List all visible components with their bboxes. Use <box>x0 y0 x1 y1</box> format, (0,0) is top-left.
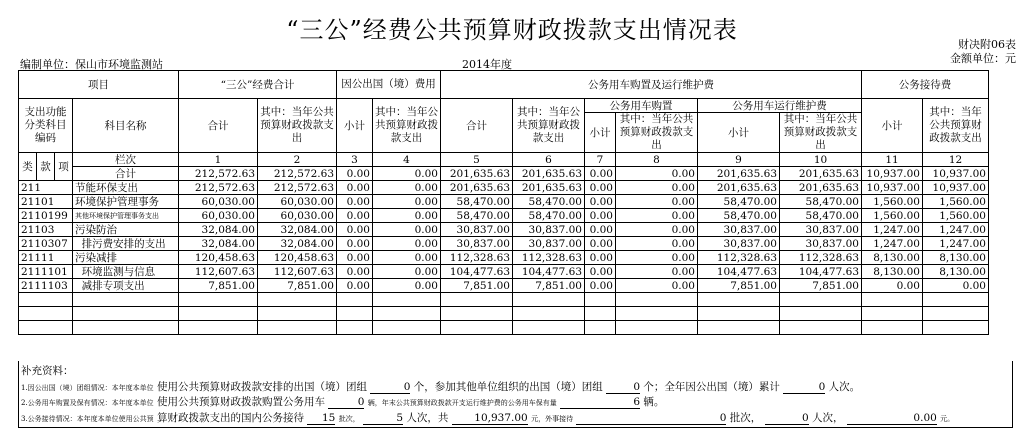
col-num: 6 <box>513 153 585 167</box>
row-cell: 7,851.00 <box>441 279 513 293</box>
row-cell: 0.00 <box>373 251 441 265</box>
blank-cell <box>698 293 780 307</box>
header-func-code: 支出功能分类科目编码 <box>19 99 73 153</box>
blank-cell <box>923 307 989 321</box>
row-cell: 0.00 <box>616 195 698 209</box>
blank-cell <box>585 321 616 335</box>
total-cell: 10,937.00 <box>862 167 923 181</box>
row-cell: 60,030.00 <box>179 209 258 223</box>
row-cell: 8,130.00 <box>923 265 989 279</box>
line2-text-b: 辆，年末公共预算财政拨款开支运行维护费的公务用车保有量 <box>367 399 557 407</box>
header-xiang: 项 <box>55 153 73 181</box>
col-num: 10 <box>780 153 862 167</box>
row-cell: 0.00 <box>373 223 441 237</box>
row-cell: 30,837.00 <box>698 237 780 251</box>
header-sangong-total: “三公”经费合计 <box>179 71 337 99</box>
col-num: 2 <box>258 153 337 167</box>
header-lei: 类 <box>19 153 37 181</box>
header-vehicle-buy: 公务用车购置 <box>585 99 698 113</box>
line3-count-b: 5 <box>363 412 403 425</box>
col-num: 5 <box>441 153 513 167</box>
row-cell: 30,837.00 <box>513 223 585 237</box>
blank-cell <box>513 307 585 321</box>
row-cell: 10,937.00 <box>862 181 923 195</box>
row-cell: 8,130.00 <box>923 251 989 265</box>
col-num: 12 <box>923 153 989 167</box>
header-kuan: 款 <box>37 153 55 181</box>
row-cell: 0.00 <box>585 181 616 195</box>
row-cell: 30,837.00 <box>441 237 513 251</box>
row-cell: 58,470.00 <box>780 209 862 223</box>
header-vehicle-run: 公务用车运行维护费 <box>698 99 862 113</box>
blank-cell <box>780 307 862 321</box>
blank-cell <box>616 293 698 307</box>
row-cell: 58,470.00 <box>441 209 513 223</box>
row-cell: 30,837.00 <box>780 223 862 237</box>
row-cell: 0.00 <box>923 279 989 293</box>
row-cell: 58,470.00 <box>513 209 585 223</box>
row-cell: 112,328.63 <box>698 251 780 265</box>
line3-unit-e: 人次， <box>811 412 844 424</box>
header-total-1: 合计 <box>179 99 258 153</box>
row-cell: 1,247.00 <box>862 237 923 251</box>
blank-cell <box>441 293 513 307</box>
line3-unit-c: 元，外事接待 <box>531 415 574 423</box>
line3-unit-a: 批次， <box>338 415 360 423</box>
line1-text-a: 使用公共预算财政拨款安排的出国（境）团组 <box>157 381 368 393</box>
table-row <box>19 195 989 209</box>
header-of-which-12: 其中：当年公共预算财政拨款支出 <box>923 99 989 153</box>
form-number: 财决附06表 <box>958 38 1016 51</box>
row-cell: 0.00 <box>337 195 373 209</box>
row-cell: 0.00 <box>616 181 698 195</box>
row-cell: 7,851.00 <box>780 279 862 293</box>
blank-cell <box>441 321 513 335</box>
header-abroad: 因公出国（境）费用 <box>337 71 441 99</box>
row-cell: 112,328.63 <box>780 251 862 265</box>
header-project: 项目 <box>19 71 179 99</box>
row-cell: 0.00 <box>337 265 373 279</box>
row-cell: 0.00 <box>337 223 373 237</box>
row-cell: 0.00 <box>337 181 373 195</box>
row-cell: 30,837.00 <box>441 223 513 237</box>
row-name: 污染减排 <box>73 251 179 265</box>
col-num: 9 <box>698 153 780 167</box>
row-cell: 32,084.00 <box>258 237 337 251</box>
blank-row <box>19 293 989 307</box>
blank-cell <box>923 293 989 307</box>
supplementary-notes <box>18 361 1013 428</box>
blank-cell <box>513 321 585 335</box>
row-cell: 0.00 <box>373 265 441 279</box>
table-row <box>19 251 989 265</box>
row-cell: 0.00 <box>337 209 373 223</box>
total-cell: 0.00 <box>585 167 616 181</box>
blank-cell <box>513 293 585 307</box>
blank-cell <box>73 321 179 335</box>
form-header-right <box>950 38 1016 66</box>
header-lanci: 栏次 <box>73 153 179 167</box>
row-cell: 201,635.63 <box>441 181 513 195</box>
row-code: 2111103 <box>19 279 73 293</box>
row-cell: 58,470.00 <box>698 195 780 209</box>
row-cell: 120,458.63 <box>258 251 337 265</box>
blank-cell <box>258 321 337 335</box>
row-cell: 112,607.63 <box>258 265 337 279</box>
blank-cell <box>373 293 441 307</box>
header-vehicle: 公务用车购置及运行维护费 <box>441 71 862 99</box>
row-cell: 7,851.00 <box>513 279 585 293</box>
row-cell: 112,607.63 <box>179 265 258 279</box>
line2-prefix: 2.公务用车购置及保有情况：本年度本单位 <box>21 399 154 407</box>
line1-count-b: 0 <box>606 381 640 394</box>
row-cell: 104,477.63 <box>698 265 780 279</box>
line1-prefix: 1.因公出国（境）团组情况：本年度本单位 <box>21 384 154 392</box>
blank-cell <box>179 321 258 335</box>
prepared-by: 编制单位：保山市环境监测站 <box>20 58 163 71</box>
row-cell: 212,572.63 <box>179 181 258 195</box>
blank-cell <box>179 307 258 321</box>
report-year: 2014年度 <box>462 58 512 71</box>
line1-text-b: 个，参加其他单位组织的出国（境）团组 <box>413 381 603 393</box>
line2-count-b: 6 <box>560 396 640 409</box>
line3-amount: 10,937.00 <box>452 412 528 425</box>
table-row <box>19 209 989 223</box>
header-total-5: 合计 <box>441 99 513 153</box>
line3-unit-b: 人次，共 <box>406 412 449 424</box>
blank-cell <box>862 293 923 307</box>
row-name: 其他环境保护管理事务支出 <box>73 209 179 223</box>
notes-line-1 <box>21 379 860 394</box>
table-row <box>19 265 989 279</box>
header-of-which-2: 其中：当年公共预算财政拨款支出 <box>258 99 337 153</box>
total-row <box>19 167 989 181</box>
row-name: 环境保护管理事务 <box>73 195 179 209</box>
row-cell: 0.00 <box>373 209 441 223</box>
row-cell: 0.00 <box>585 265 616 279</box>
row-cell: 10,937.00 <box>923 181 989 195</box>
header-subtotal-3: 小计 <box>337 99 373 153</box>
blank-cell <box>19 321 73 335</box>
line3-text-a: 算财政拨款支出的国内公务接待 <box>157 412 305 424</box>
row-cell: 32,084.00 <box>179 223 258 237</box>
row-cell: 60,030.00 <box>258 195 337 209</box>
row-cell: 112,328.63 <box>441 251 513 265</box>
row-cell: 201,635.63 <box>780 181 862 195</box>
table-row <box>19 223 989 237</box>
row-name: 污染防治 <box>73 223 179 237</box>
total-cell: 0.00 <box>616 167 698 181</box>
row-cell: 7,851.00 <box>258 279 337 293</box>
blank-cell <box>19 307 73 321</box>
table-row <box>19 237 989 251</box>
table-row <box>19 279 989 293</box>
row-cell: 1,560.00 <box>862 209 923 223</box>
row-cell: 0.00 <box>585 237 616 251</box>
row-code: 211 <box>19 181 73 195</box>
header-of-which-6: 其中：当年公共预算财政拨款支出 <box>513 99 585 153</box>
line1-text-c: 个；全年因公出国（境）累计 <box>643 381 780 393</box>
row-cell: 212,572.63 <box>258 181 337 195</box>
row-cell: 58,470.00 <box>513 195 585 209</box>
row-cell: 1,560.00 <box>862 195 923 209</box>
total-cell: 0.00 <box>337 167 373 181</box>
row-cell: 58,470.00 <box>441 195 513 209</box>
row-cell: 120,458.63 <box>179 251 258 265</box>
line3-count-a: 15 <box>307 412 335 425</box>
blank-cell <box>862 307 923 321</box>
row-cell: 0.00 <box>373 237 441 251</box>
row-cell: 0.00 <box>616 237 698 251</box>
row-name: 节能环保支出 <box>73 181 179 195</box>
row-cell: 0.00 <box>616 251 698 265</box>
line2-text-a: 使用公共预算财政拨款购置公务用车 <box>157 396 326 408</box>
amount-unit: 金额单位：元 <box>950 52 1016 65</box>
blank-cell <box>373 321 441 335</box>
row-name: 环境监测与信息 <box>73 265 179 279</box>
row-cell: 0.00 <box>616 279 698 293</box>
line3-unit-f: 元。 <box>940 415 955 423</box>
notes-line-2 <box>21 394 664 409</box>
row-cell: 8,130.00 <box>862 265 923 279</box>
row-cell: 0.00 <box>337 251 373 265</box>
row-cell: 1,247.00 <box>923 223 989 237</box>
col-num: 1 <box>179 153 258 167</box>
page-title: “三公”经费公共预算财政拨款支出情况表 <box>286 16 738 44</box>
row-cell: 1,247.00 <box>862 223 923 237</box>
row-code: 21103 <box>19 223 73 237</box>
row-cell: 0.00 <box>585 195 616 209</box>
header-subtotal-11: 小计 <box>862 99 923 153</box>
row-cell: 201,635.63 <box>513 181 585 195</box>
row-code: 21111 <box>19 251 73 265</box>
line3-count-d: 0 <box>765 412 809 425</box>
row-cell: 7,851.00 <box>179 279 258 293</box>
line3-unit-d: 批次， <box>729 412 762 424</box>
total-cell: 201,635.63 <box>780 167 862 181</box>
blank-cell <box>616 307 698 321</box>
row-code: 2110199 <box>19 209 73 223</box>
header-subtotal-9: 小计 <box>698 113 780 153</box>
blank-cell <box>73 293 179 307</box>
row-cell: 0.00 <box>373 181 441 195</box>
line1-count-a: 0 <box>370 381 410 394</box>
row-cell: 30,837.00 <box>698 223 780 237</box>
notes-heading: 补充资料： <box>21 365 74 377</box>
row-cell: 0.00 <box>585 251 616 265</box>
row-cell: 30,837.00 <box>780 237 862 251</box>
row-cell: 0.00 <box>373 195 441 209</box>
total-label: 合计 <box>73 167 179 181</box>
blank-cell <box>698 321 780 335</box>
row-code: 2110307 <box>19 237 73 251</box>
total-cell: 212,572.63 <box>258 167 337 181</box>
row-name: 减排专项支出 <box>73 279 179 293</box>
row-cell: 58,470.00 <box>698 209 780 223</box>
blank-cell <box>585 307 616 321</box>
line2-count-a: 0 <box>328 396 364 409</box>
row-cell: 0.00 <box>373 279 441 293</box>
row-cell: 0.00 <box>616 209 698 223</box>
blank-row <box>19 321 989 335</box>
row-code: 21101 <box>19 195 73 209</box>
header-of-which-4: 其中：当年公共预算财政拨款支出 <box>373 99 441 153</box>
col-num: 4 <box>373 153 441 167</box>
row-cell: 30,837.00 <box>513 237 585 251</box>
blank-cell <box>373 307 441 321</box>
row-cell: 201,635.63 <box>698 181 780 195</box>
blank-cell <box>585 293 616 307</box>
total-cell: 201,635.63 <box>513 167 585 181</box>
blank-cell <box>179 293 258 307</box>
row-name: 排污费安排的支出 <box>73 237 179 251</box>
blank-cell <box>19 293 73 307</box>
blank-cell <box>337 293 373 307</box>
col-num: 3 <box>337 153 373 167</box>
row-cell: 0.00 <box>337 237 373 251</box>
blank-cell <box>698 307 780 321</box>
row-cell: 104,477.63 <box>513 265 585 279</box>
row-cell: 7,851.00 <box>698 279 780 293</box>
header-of-which-8: 其中：当年公共预算财政拨款支出 <box>616 113 698 153</box>
row-cell: 104,477.63 <box>780 265 862 279</box>
row-cell: 58,470.00 <box>780 195 862 209</box>
row-cell: 1,560.00 <box>923 209 989 223</box>
line3-prefix: 3.公务接待情况：本年度本单位使用公共预 <box>21 415 154 423</box>
notes-line-3 <box>21 410 954 425</box>
header-subtotal-7: 小计 <box>585 113 616 153</box>
line1-text-d: 人次。 <box>828 381 861 393</box>
expense-table <box>18 70 989 335</box>
total-cell: 10,937.00 <box>923 167 989 181</box>
row-cell: 1,247.00 <box>923 237 989 251</box>
row-cell: 0.00 <box>616 265 698 279</box>
blank-cell <box>780 293 862 307</box>
header-reception: 公务接待费 <box>862 71 989 99</box>
header-subject-name: 科目名称 <box>73 99 179 153</box>
row-cell: 1,560.00 <box>923 195 989 209</box>
row-cell: 32,084.00 <box>179 237 258 251</box>
blank-cell <box>258 293 337 307</box>
total-cell: 201,635.63 <box>698 167 780 181</box>
row-cell: 0.00 <box>585 223 616 237</box>
blank-cell <box>862 321 923 335</box>
row-cell: 0.00 <box>585 209 616 223</box>
line2-text-c: 辆。 <box>643 396 665 408</box>
row-code: 2111101 <box>19 265 73 279</box>
total-cell: 0.00 <box>373 167 441 181</box>
row-cell: 0.00 <box>337 279 373 293</box>
line1-count-c: 0 <box>783 381 825 394</box>
row-cell: 0.00 <box>862 279 923 293</box>
blank-cell <box>337 307 373 321</box>
row-cell: 60,030.00 <box>179 195 258 209</box>
row-cell: 112,328.63 <box>513 251 585 265</box>
row-cell: 0.00 <box>585 279 616 293</box>
blank-cell <box>441 307 513 321</box>
table-row <box>19 181 989 195</box>
total-cell: 212,572.63 <box>179 167 258 181</box>
row-cell: 0.00 <box>616 223 698 237</box>
col-num: 7 <box>585 153 616 167</box>
blank-cell <box>337 321 373 335</box>
row-cell: 32,084.00 <box>258 223 337 237</box>
row-cell: 60,030.00 <box>258 209 337 223</box>
row-cell: 8,130.00 <box>862 251 923 265</box>
blank-row <box>19 307 989 321</box>
blank-cell <box>258 307 337 321</box>
blank-cell <box>616 321 698 335</box>
blank-cell <box>923 321 989 335</box>
blank-cell <box>780 321 862 335</box>
line3-amount-2: 0.00 <box>847 412 937 425</box>
header-of-which-10: 其中：当年公共预算财政拨款支出 <box>780 113 862 153</box>
row-cell: 104,477.63 <box>441 265 513 279</box>
total-cell: 201,635.63 <box>441 167 513 181</box>
col-num: 11 <box>862 153 923 167</box>
line3-count-c: 0 <box>576 412 726 425</box>
blank-cell <box>73 307 179 321</box>
col-num: 8 <box>616 153 698 167</box>
